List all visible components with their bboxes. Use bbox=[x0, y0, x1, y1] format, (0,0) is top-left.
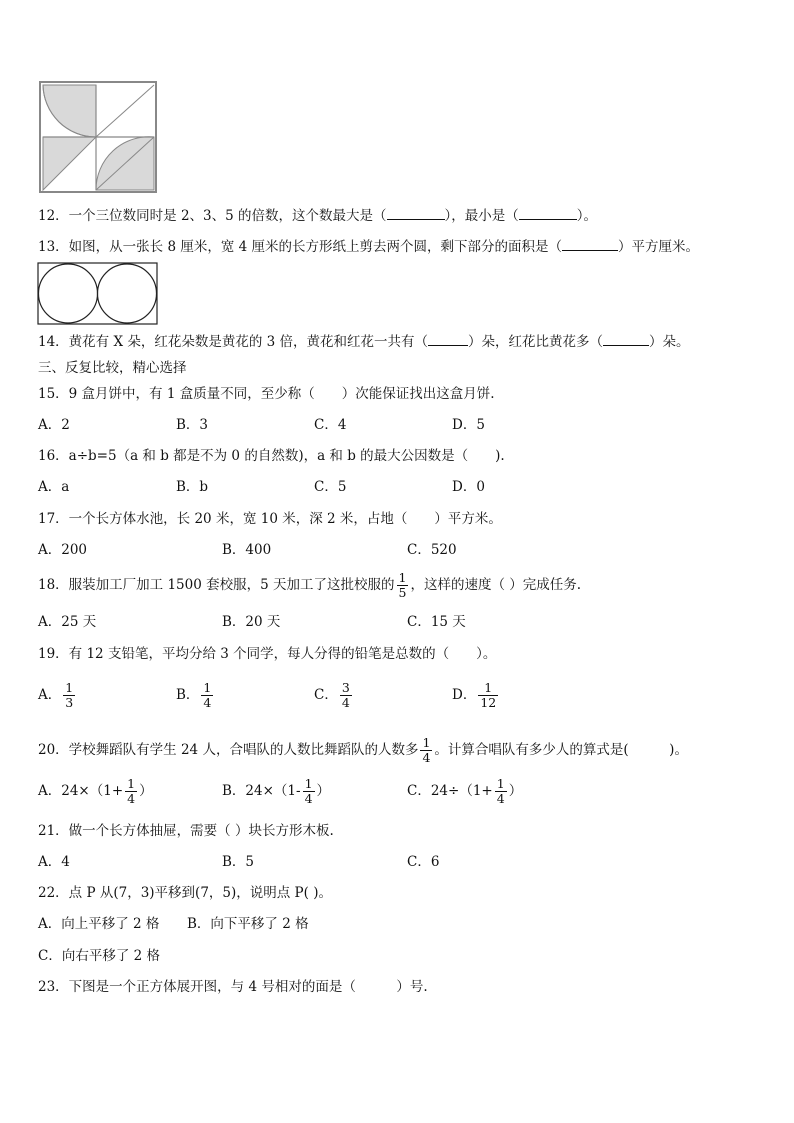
question-20 bbox=[38, 735, 688, 765]
q20-option-c[interactable] bbox=[407, 776, 522, 806]
q16-option-c[interactable]: C．5 bbox=[314, 479, 347, 495]
q21-option-b[interactable]: B．5 bbox=[222, 854, 255, 870]
q16-option-a[interactable]: A．a bbox=[38, 479, 70, 495]
q20-fraction bbox=[420, 736, 432, 765]
q19-option-c[interactable] bbox=[314, 681, 354, 710]
q18-option-c[interactable]: C．15 天 bbox=[407, 614, 466, 630]
question-16: 16．a÷b=5（a 和 b 都是不为 0 的自然数)，a 和 b 的最大公因数是（ ). bbox=[38, 448, 505, 464]
question-12 bbox=[38, 207, 597, 225]
q20-c-post: ） bbox=[508, 783, 523, 799]
q15-option-c[interactable]: C．4 bbox=[314, 417, 347, 433]
q22-option-a[interactable]: A．向上平移了 2 格 bbox=[38, 916, 160, 932]
q20-b-num: 1 bbox=[304, 776, 313, 791]
q19-c-den: 4 bbox=[341, 695, 350, 710]
q14-blank-total[interactable] bbox=[428, 333, 468, 346]
q18-text-b: ，这样的速度（ ）完成任务. bbox=[410, 577, 582, 593]
q14-text-b: ）朵，红花比黄花多（ bbox=[468, 334, 604, 350]
q19-d-den: 12 bbox=[480, 695, 497, 710]
q14-text-c: ）朵。 bbox=[649, 334, 690, 350]
q13-text-a: 13．如图，从一张长 8 厘米，宽 4 厘米的长方形纸上剪去两个圆，剩下部分的面积是（ bbox=[38, 239, 563, 255]
q12-text-b: ），最小是（ bbox=[444, 208, 519, 224]
q14-blank-diff[interactable] bbox=[603, 333, 649, 346]
q20-option-b[interactable] bbox=[222, 776, 330, 806]
q22-option-c[interactable]: C．向右平移了 2 格 bbox=[38, 948, 161, 964]
q19-b-den: 4 bbox=[203, 695, 212, 710]
q19-a-den: 3 bbox=[65, 695, 74, 710]
q20-a-den: 4 bbox=[127, 791, 136, 806]
q20-option-a[interactable] bbox=[38, 776, 153, 806]
q20-c-fraction bbox=[495, 777, 507, 806]
quarter-circle-figure bbox=[38, 80, 160, 196]
q20-b-post: ） bbox=[316, 783, 331, 799]
q20-c-den: 4 bbox=[496, 791, 505, 806]
q20-frac-num: 1 bbox=[422, 735, 431, 750]
q20-b-pre: B．24×（1- bbox=[222, 783, 301, 799]
q21-option-a[interactable]: A．4 bbox=[38, 854, 70, 870]
q22-option-b[interactable]: B．向下平移了 2 格 bbox=[187, 916, 309, 932]
q12-text-c: ）。 bbox=[576, 208, 598, 224]
q15-option-a[interactable]: A．2 bbox=[38, 417, 70, 433]
question-19: 19．有 12 支铅笔，平均分给 3 个同学，每人分得的铅笔是总数的（ ）。 bbox=[38, 646, 497, 662]
question-18 bbox=[38, 570, 581, 600]
q19-option-a[interactable] bbox=[38, 681, 77, 710]
q20-b-den: 4 bbox=[304, 791, 313, 806]
q19-b-num: 1 bbox=[203, 680, 212, 695]
question-14 bbox=[38, 333, 690, 351]
q17-option-a[interactable]: A．200 bbox=[38, 542, 88, 558]
q19-c-num: 3 bbox=[341, 680, 350, 695]
q12-blank-min[interactable] bbox=[519, 207, 577, 220]
q17-option-b[interactable]: B．400 bbox=[222, 542, 272, 558]
q20-text-b: 。计算合唱队有多少人的算式是( )。 bbox=[434, 742, 688, 758]
q12-text-a: 12．一个三位数同时是 2、3、5 的倍数，这个数最大是（ bbox=[38, 208, 387, 224]
question-13 bbox=[38, 238, 699, 256]
q19-a-fraction bbox=[63, 681, 75, 710]
q19-b-fraction bbox=[201, 681, 213, 710]
q19-d-label: D． bbox=[452, 687, 477, 703]
two-circles-figure bbox=[37, 262, 159, 326]
q20-a-pre: A．24×（1+ bbox=[38, 783, 124, 799]
q15-option-b[interactable]: B．3 bbox=[176, 417, 209, 433]
q20-a-num: 1 bbox=[127, 776, 136, 791]
question-15: 15．9 盒月饼中，有 1 盒质量不同，至少称（ ）次能保证找出这盒月饼. bbox=[38, 386, 495, 402]
q19-option-d[interactable] bbox=[452, 681, 500, 710]
q16-option-d[interactable]: D．0 bbox=[452, 479, 485, 495]
q20-a-post: ） bbox=[139, 783, 153, 799]
q20-c-num: 1 bbox=[496, 776, 505, 791]
q19-c-fraction bbox=[340, 681, 352, 710]
q20-frac-den: 4 bbox=[422, 750, 431, 765]
q19-c-label: C． bbox=[314, 687, 338, 703]
q18-text-a: 18．服装加工厂加工 1500 套校服，5 天加工了这批校服的 bbox=[38, 577, 395, 593]
q18-frac-den: 5 bbox=[398, 585, 407, 600]
q20-b-fraction bbox=[303, 777, 315, 806]
q20-a-fraction bbox=[125, 777, 137, 806]
q19-b-label: B． bbox=[176, 687, 200, 703]
q19-a-num: 1 bbox=[65, 680, 74, 695]
q18-option-a[interactable]: A．25 天 bbox=[38, 614, 97, 630]
q19-a-label: A． bbox=[38, 687, 62, 703]
q18-frac-num: 1 bbox=[398, 570, 407, 585]
q12-blank-max[interactable] bbox=[387, 207, 445, 220]
q19-d-num: 1 bbox=[484, 680, 493, 695]
q20-text-a: 20．学校舞蹈队有学生 24 人，合唱队的人数比舞蹈队的人数多 bbox=[38, 742, 419, 758]
q13-blank[interactable] bbox=[562, 238, 618, 251]
question-21: 21．做一个长方体抽屉，需要（ ）块长方形木板. bbox=[38, 823, 334, 839]
q14-text-a: 14．黄花有 X 朵，红花朵数是黄花的 3 倍，黄花和红花一共有（ bbox=[38, 334, 429, 350]
q15-option-d[interactable]: D．5 bbox=[452, 417, 485, 433]
question-17: 17．一个长方体水池，长 20 米，宽 10 米，深 2 米，占地（ ）平方米。 bbox=[38, 511, 502, 527]
q17-option-c[interactable]: C．520 bbox=[407, 542, 457, 558]
section-3-heading: 三、反复比较，精心选择 bbox=[38, 360, 187, 376]
q20-c-pre: C．24÷（1+ bbox=[407, 783, 493, 799]
q21-option-c[interactable]: C．6 bbox=[407, 854, 440, 870]
q18-option-b[interactable]: B．20 天 bbox=[222, 614, 281, 630]
question-22: 22．点 P 从(7，3)平移到(7，5)，说明点 P( )。 bbox=[38, 885, 332, 901]
q16-option-b[interactable]: B．b bbox=[176, 479, 209, 495]
question-23: 23．下图是一个正方体展开图，与 4 号相对的面是（ ）号. bbox=[38, 979, 428, 995]
q19-option-b[interactable] bbox=[176, 681, 215, 710]
q18-fraction bbox=[397, 571, 409, 600]
q13-text-b: ）平方厘米。 bbox=[618, 239, 700, 255]
q19-d-fraction bbox=[478, 681, 498, 710]
